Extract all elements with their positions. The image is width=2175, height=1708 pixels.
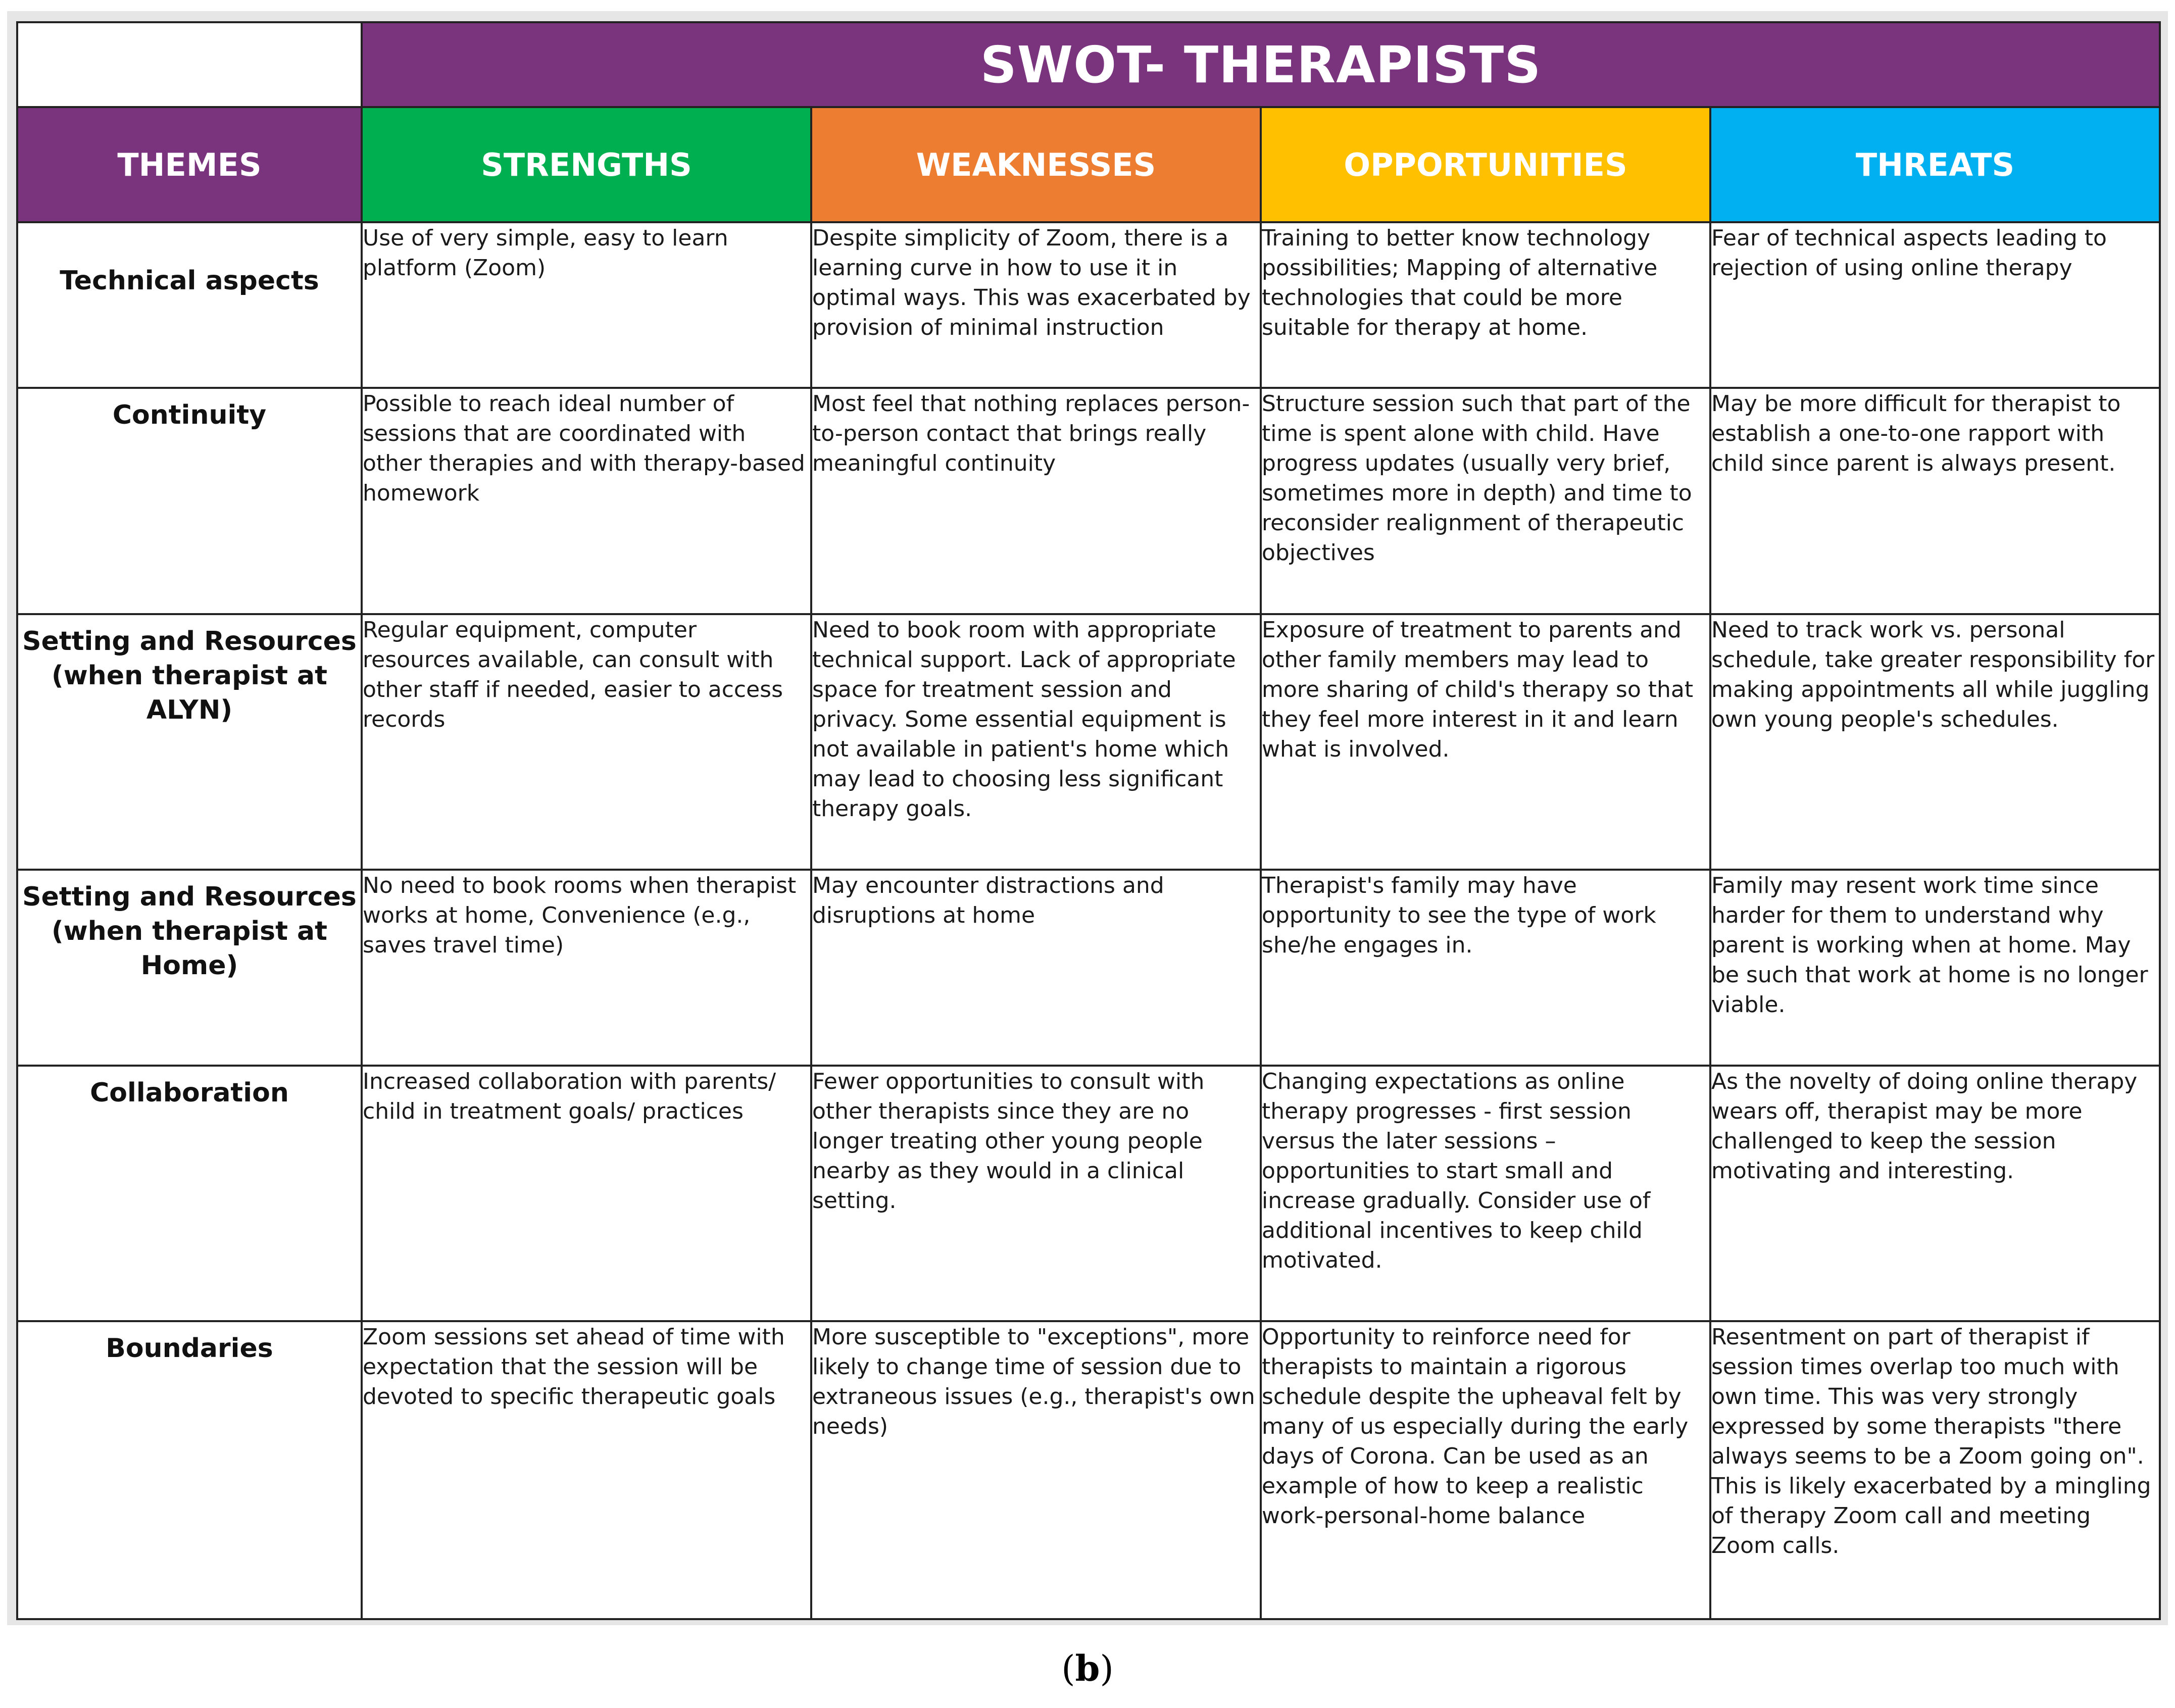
title-row	[17, 22, 2160, 107]
header-themes: THEMES	[17, 107, 362, 222]
table-row	[17, 222, 2160, 388]
threats-cell: Need to track work vs. personal schedule, take greater responsibility for making appointments all while juggling own young people's schedules.	[1710, 614, 2160, 870]
table-row	[17, 614, 2160, 870]
weaknesses-cell: Fewer opportunities to consult with other therapists since they are no longer treating other young people nearby as they would in a clinical setting.	[811, 1066, 1261, 1321]
header-weaknesses: WEAKNESSES	[811, 107, 1261, 222]
strengths-cell: Possible to reach ideal number of sessions that are coordinated with other therapies and with therapy-based homework	[362, 388, 811, 614]
header-row	[17, 107, 2160, 222]
theme-cell: Collaboration	[17, 1066, 362, 1321]
table-row	[17, 388, 2160, 614]
theme-cell: Boundaries	[17, 1321, 362, 1619]
weaknesses-cell: More susceptible to "exceptions", more likely to change time of session due to extraneous issues (e.g., therapist's own needs)	[811, 1321, 1261, 1619]
strengths-cell: Zoom sessions set ahead of time with expectation that the session will be devoted to specific therapeutic goals	[362, 1321, 811, 1619]
threats-cell: Resentment on part of therapist if session times overlap too much with own time. This was very strongly expressed by some therapists "there always seems to be a Zoom going on". This is likely exacerbated by a mingling of therapy Zoom call and meeting Zoom calls.	[1710, 1321, 2160, 1619]
header-opportunities: OPPORTUNITIES	[1261, 107, 1710, 222]
opportunities-cell: Training to better know technology possibilities; Mapping of alternative technologies that could be more suitable for therapy at home.	[1261, 222, 1710, 388]
weaknesses-cell: Most feel that nothing replaces person-to-person contact that brings really meaningful continuity	[811, 388, 1261, 614]
theme-cell: Continuity	[17, 388, 362, 614]
caption-label: b	[1075, 1647, 1100, 1689]
opportunities-cell: Opportunity to reinforce need for therapists to maintain a rigorous schedule despite the upheaval felt by many of us especially during the early days of Corona. Can be used as an example of how to keep a realistic work-personal-home balance	[1261, 1321, 1710, 1619]
table-row	[17, 1321, 2160, 1619]
blank-corner-cell	[17, 22, 362, 107]
threats-cell: Family may resent work time since harder for them to understand why parent is working when at home. May be such that work at home is no longer viable.	[1710, 870, 2160, 1066]
header-threats: THREATS	[1710, 107, 2160, 222]
threats-cell: May be more difficult for therapist to establish a one-to-one rapport with child since parent is always present.	[1710, 388, 2160, 614]
threats-cell: As the novelty of doing online therapy wears off, therapist may be more challenged to keep the session motivating and interesting.	[1710, 1066, 2160, 1321]
strengths-cell: Regular equipment, computer resources available, can consult with other staff if needed, easier to access records	[362, 614, 811, 870]
table-title: SWOT- THERAPISTS	[362, 22, 2160, 107]
swot-table	[16, 21, 2161, 1620]
opportunities-cell: Changing expectations as online therapy progresses - first session versus the later sessions – opportunities to start small and increase gradually. Consider use of additional incentives to keep child motivated.	[1261, 1066, 1710, 1321]
threats-cell: Fear of technical aspects leading to rejection of using online therapy	[1710, 222, 2160, 388]
weaknesses-cell: Need to book room with appropriate technical support. Lack of appropriate space for treatment session and privacy. Some essential equipment is not available in patient's home which may lead to choosing less significant therapy goals.	[811, 614, 1261, 870]
theme-cell: Setting and Resources (when therapist at ALYN)	[17, 614, 362, 870]
header-strengths: STRENGTHS	[362, 107, 811, 222]
strengths-cell: No need to book rooms when therapist works at home, Convenience (e.g., saves travel time)	[362, 870, 811, 1066]
table-row	[17, 1066, 2160, 1321]
theme-cell: Setting and Resources (when therapist at Home)	[17, 870, 362, 1066]
strengths-cell: Use of very simple, easy to learn platform (Zoom)	[362, 222, 811, 388]
weaknesses-cell: May encounter distractions and disruptions at home	[811, 870, 1261, 1066]
theme-cell: Technical aspects	[17, 222, 362, 388]
opportunities-cell: Exposure of treatment to parents and other family members may lead to more sharing of child's therapy so that they feel more interest in it and learn what is involved.	[1261, 614, 1710, 870]
figure-caption: (b)	[1061, 1647, 1114, 1689]
opportunities-cell: Therapist's family may have opportunity to see the type of work she/he engages in.	[1261, 870, 1710, 1066]
opportunities-cell: Structure session such that part of the time is spent alone with child. Have progress updates (usually very brief, sometimes more in depth) and time to reconsider realignment of therapeutic objectives	[1261, 388, 1710, 614]
weaknesses-cell: Despite simplicity of Zoom, there is a learning curve in how to use it in optimal ways. This was exacerbated by provision of minimal instruction	[811, 222, 1261, 388]
strengths-cell: Increased collaboration with parents/ child in treatment goals/ practices	[362, 1066, 811, 1321]
table-row	[17, 870, 2160, 1066]
